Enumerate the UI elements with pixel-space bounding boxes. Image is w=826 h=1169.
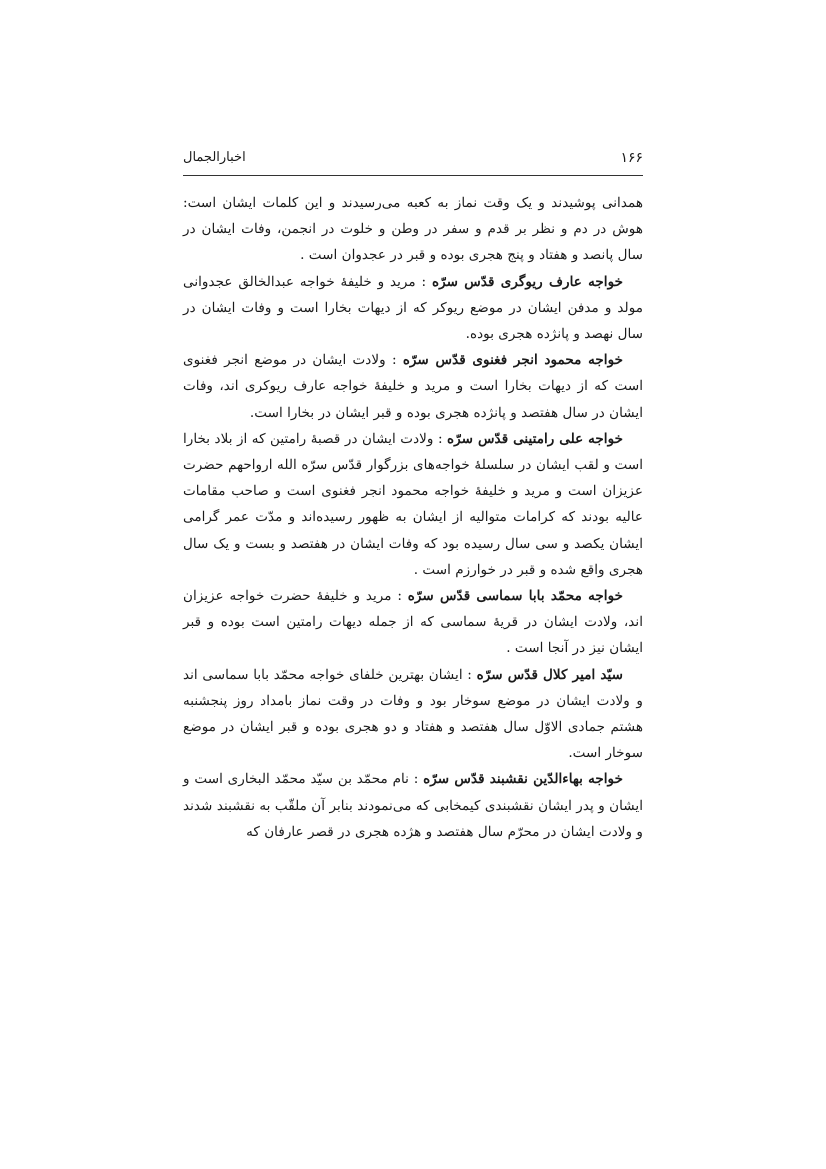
paragraph-khwaja-muhammad-baba xyxy=(183,583,643,662)
paragraph-heading: خواجه بهاءالدّین نقشبند قدّس سرّه xyxy=(423,771,623,788)
page-number: ۱۶۶ xyxy=(620,150,643,166)
body-text xyxy=(183,190,643,845)
paragraph-text: همدانی پوشیدند و یک وقت نماز به کعبه می‌رسیدند و این کلمات ایشان است: هوش در دم و نظر بر قدم و سفر در وطن و خلوت در انجمن، وفات ایشان در سال پانصد و هفتاد و پنج هجری بوده و قبر در عجدوان است . xyxy=(183,195,643,264)
paragraph-text: : ایشان بهترین خلفای خواجه محمّد بابا سماسی اند و ولادت ایشان در موضع سوخار بود و وفات در وقت نماز بامداد روز پنجشنبه هشتم جمادی الاوّل سال هفتصد و هفتاد و دو هجری بوده و قبر ایشان در موضع سوخار است. xyxy=(183,666,643,762)
paragraph-intro xyxy=(183,190,643,269)
paragraph-text: : نام محمّد بن سیّد محمّد البخاری است و ایشان و پدر ایشان نقشبندی کیمخابی که می‌نمودند بنابر آن ملقّب به نقشبند شدند و ولادت ایشان در محرّم سال هفتصد و هژده هجری در قصر عارفان که xyxy=(183,771,643,840)
paragraph-text: : ولادت ایشان در موضع انجر فغنوی است که از دیهات بخارا است و مرید و خلیفهٔ خواجه عارف ریوکری اند، وفات ایشان در سال هفتصد و پانژده هجری بوده و قبر ایشان در بخارا است. xyxy=(183,352,643,421)
paragraph-heading: خواجه عارف ریوگری قدّس سرّه xyxy=(431,273,623,290)
paragraph-heading: سیّد امیر کلال قدّس سرّه xyxy=(476,666,624,683)
paragraph-heading: خواجه محمود انجر فغنوی قدّس سرّه xyxy=(402,352,623,369)
paragraph-khwaja-ali xyxy=(183,426,643,583)
paragraph-text: : ولادت ایشان در قصبهٔ رامتین که از بلاد بخارا است و لقب ایشان در سلسلهٔ خواجه‌های بزرگوار قدّس سرّه الله ارواحهم حضرت عزیزان است و مرید و خلیفهٔ خواجه محمود انجر فغنوی است و صاحب مقامات عالیه بودند که کرامات متوالیه از ایشان به ظهور رسیده‌اند و مدّت عمر گرامی ایشان یکصد و سی سال رسیده بود که وفات ایشان در هفتصد و بست و یک سال هجری واقع شده و قبر در خوارزم است . xyxy=(183,430,643,578)
running-title: اخبارالجمال xyxy=(183,150,246,165)
page-header xyxy=(183,150,643,170)
paragraph-heading: خواجه علی رامتینی قدّس سرّه xyxy=(447,430,623,447)
paragraph-khwaja-mahmud xyxy=(183,347,643,426)
paragraph-sayyid-amir xyxy=(183,662,643,767)
paragraph-khwaja-arif xyxy=(183,269,643,348)
paragraph-bahauddin xyxy=(183,766,643,845)
paragraph-text: : مرید و خلیفهٔ خواجه عبدالخالق عجدوانی مولد و مدفن ایشان در موضع ریوکر که از دیهات بخارا است و وفات ایشان در سال نهصد و پانژده هجری بوده. xyxy=(183,273,643,343)
paragraph-heading: خواجه محمّد بابا سماسی قدّس سرّه xyxy=(407,588,623,605)
paragraph-text: : مرید و خلیفهٔ حضرت خواجه عزیزان اند، ولادت ایشان در قریهٔ سماسی که از جمله دیهات رامتین است بوده و قبر ایشان نیز در آنجا است . xyxy=(183,588,643,657)
header-rule xyxy=(183,175,643,176)
